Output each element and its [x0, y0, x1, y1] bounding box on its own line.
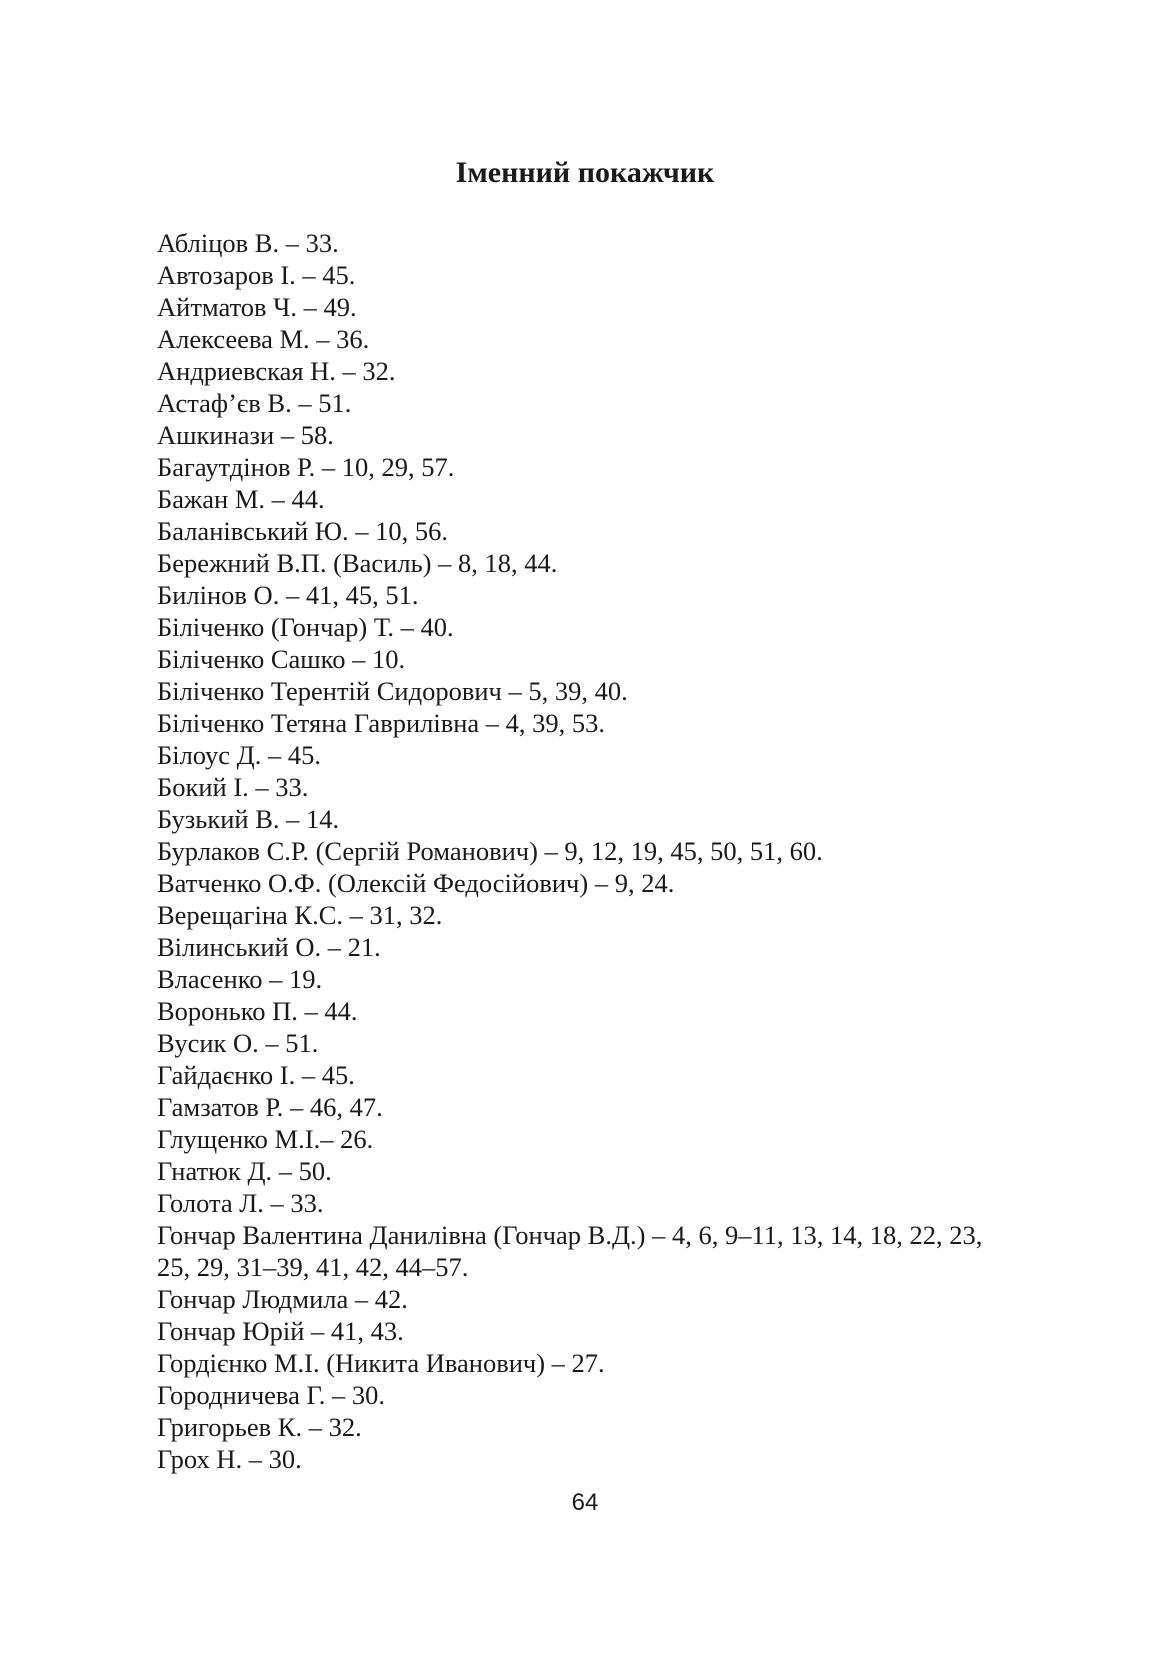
index-entry: Григорьев К. – 32. — [157, 1412, 362, 1442]
index-entry: Власенко – 19. — [157, 964, 323, 994]
index-entry: Голота Л. – 33. — [157, 1188, 324, 1218]
index-entry: Воронько П. – 44. — [157, 996, 358, 1026]
index-entry: Бажан М. – 44. — [157, 484, 325, 514]
index-entry: Гончар Юрій – 41, 43. — [157, 1316, 404, 1346]
index-entry: Біліченко Терентій Сидорович – 5, 39, 40. — [157, 676, 628, 706]
index-entry: Гайдаєнко І. – 45. — [157, 1060, 355, 1090]
index-entry: Багаутдінов Р. – 10, 29, 57. — [157, 452, 455, 482]
index-entry: Ватченко О.Ф. (Олексій Федосійович) – 9, 24. — [157, 868, 675, 898]
index-entry: Баланівський Ю. – 10, 56. — [157, 516, 449, 546]
index-entry: Бокий І. – 33. — [157, 772, 309, 802]
index-entry: Гончар Людмила – 42. — [157, 1284, 408, 1314]
index-entry: Бузький В. – 14. — [157, 804, 340, 834]
index-entry: Бережний В.П. (Василь) – 8, 18, 44. — [157, 548, 558, 578]
index-entry: Автозаров І. – 45. — [157, 260, 356, 290]
page-number: 64 — [571, 1489, 599, 1516]
index-entry: Глущенко М.І.– 26. — [157, 1124, 374, 1154]
index-entry: Астаф’єв В. – 51. — [157, 388, 352, 418]
index-entry: Верещагіна К.С. – 31, 32. — [157, 900, 443, 930]
index-entry: Бурлаков С.Р. (Сергій Романович) – 9, 12, 19, 45, 50, 51, 60. — [157, 836, 823, 866]
index-entry: Гордієнко М.І. (Никита Иванович) – 27. — [157, 1348, 605, 1378]
index-entry: Айтматов Ч. – 49. — [157, 292, 357, 322]
index-entry: Гнатюк Д. – 50. — [157, 1156, 332, 1186]
index-entry: Грох Н. – 30. — [157, 1444, 302, 1474]
index-entry: Городничева Г. – 30. — [157, 1380, 386, 1410]
index-entry: Гончар Валентина Данилівна (Гончар В.Д.) – 4, 6, 9–11, 13, 14, 18, 22, 23, 25, 29, 31–39, 41, 42, 44–57. — [157, 1220, 983, 1282]
name-index-list — [157, 227, 1017, 1475]
index-entry: Андриевская Н. – 32. — [157, 356, 396, 386]
index-entry: Ашкинази – 58. — [157, 420, 334, 450]
index-entry: Алексеева М. – 36. — [157, 324, 370, 354]
index-entry: Гамзатов Р. – 46, 47. — [157, 1092, 383, 1122]
page-title: Іменний покажчик — [455, 156, 715, 189]
index-entry: Біліченко Сашко – 10. — [157, 644, 406, 674]
index-entry: Абліцов В. – 33. — [157, 228, 339, 258]
index-entry: Вусик О. – 51. — [157, 1028, 319, 1058]
index-entry: Біліченко Тетяна Гаврилівна – 4, 39, 53. — [157, 708, 606, 738]
index-entry: Вілинський О. – 21. — [157, 932, 381, 962]
index-entry: Білоус Д. – 45. — [157, 740, 322, 770]
index-entry: Билінов О. – 41, 45, 51. — [157, 580, 419, 610]
index-entry: Біліченко (Гончар) Т. – 40. — [157, 612, 454, 642]
